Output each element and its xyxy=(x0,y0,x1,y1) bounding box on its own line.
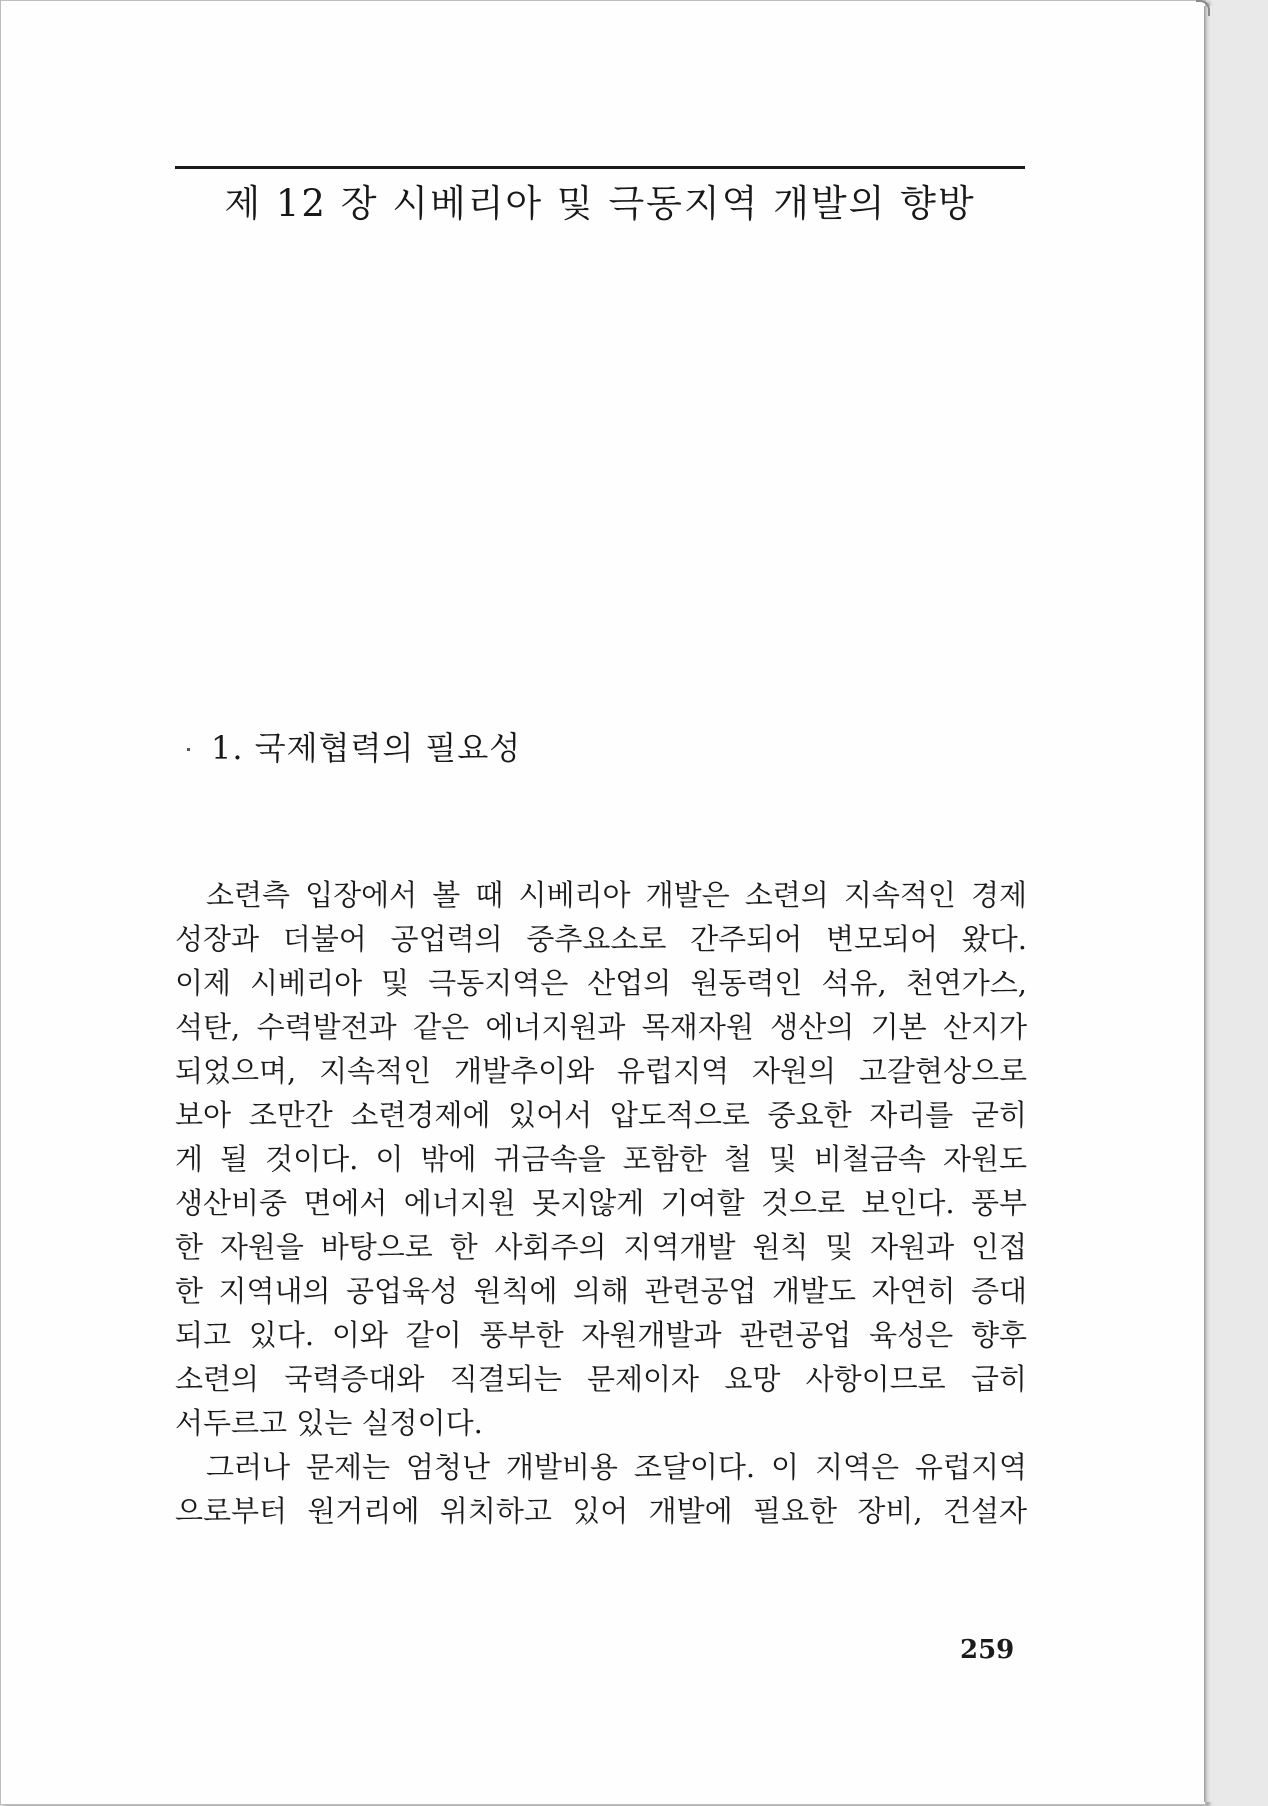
paragraph-line: 성장과 더불어 공업력의 중추요소로 간주되어 변모되어 왔다. xyxy=(175,922,1027,956)
paragraph-line: 되었으며, 지속적인 개발추이와 유럽지역 자원의 고갈현상으로 xyxy=(175,1054,1027,1088)
paragraph-line: 이제 시베리아 및 극동지역은 산업의 원동력인 석유, 천연가스, xyxy=(175,966,1027,1000)
paragraph-line: 한 지역내의 공업육성 원칙에 의해 관련공업 개발도 자연히 증대 xyxy=(175,1274,1027,1308)
page-edge-shadow xyxy=(1204,6,1212,1802)
paragraph-line: 게 될 것이다. 이 밖에 귀금속을 포함한 철 및 비철금속 자원도 xyxy=(175,1142,1027,1176)
paragraph-line: 석탄, 수력발전과 같은 에너지원과 목재자원 생산의 기본 산지가 xyxy=(175,1010,1027,1044)
chapter-title: 제 12 장 시베리아 및 극동지역 개발의 향방 xyxy=(224,182,976,225)
chapter-rule xyxy=(175,166,1025,169)
paragraph-line: 그러나 문제는 엄청난 개발비용 조달이다. 이 지역은 유럽지역 xyxy=(206,1450,1027,1484)
margin-mark xyxy=(187,748,190,751)
paragraph-line: 생산비중 면에서 에너지원 못지않게 기여할 것으로 보인다. 풍부 xyxy=(175,1186,1027,1220)
page-number: 259 xyxy=(960,1635,1015,1665)
section-heading: 1. 국제협력의 필요성 xyxy=(211,729,522,767)
paragraph-line: 되고 있다. 이와 같이 풍부한 자원개발과 관련공업 육성은 향후 xyxy=(175,1318,1027,1352)
paragraph-line: 으로부터 원거리에 위치하고 있어 개발에 필요한 장비, 건설자 xyxy=(175,1494,1027,1528)
paragraph-line: 소련의 국력증대와 직결되는 문제이자 요망 사항이므로 급히 xyxy=(175,1362,1027,1396)
page-corner-curl xyxy=(1196,0,1210,16)
paragraph-line: 서두르고 있는 실정이다. xyxy=(175,1406,483,1440)
paragraph-line: 보아 조만간 소련경제에 있어서 압도적으로 중요한 자리를 굳히 xyxy=(175,1098,1027,1132)
paragraph-line: 소련측 입장에서 볼 때 시베리아 개발은 소련의 지속적인 경제 xyxy=(206,878,1027,912)
paragraph-line: 한 자원을 바탕으로 한 사회주의 지역개발 원칙 및 자원과 인접 xyxy=(175,1230,1027,1264)
